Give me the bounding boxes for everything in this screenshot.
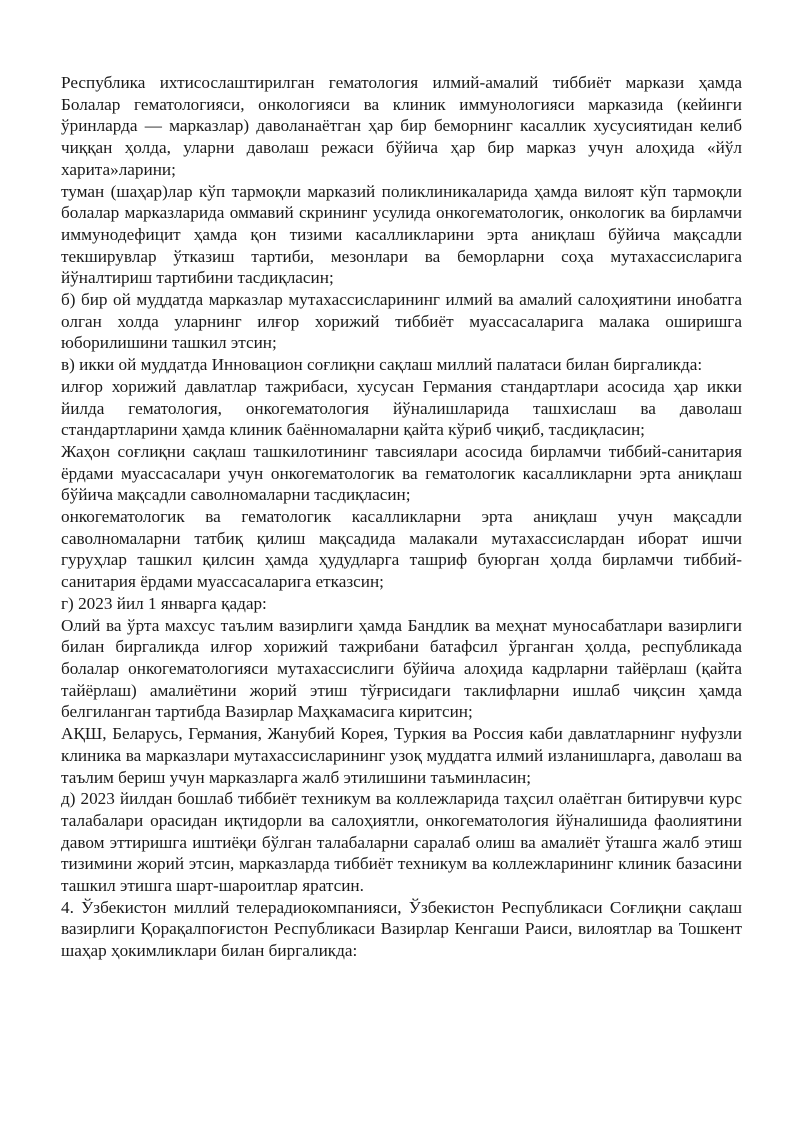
paragraph-standards: илғор хорижий давлатлар тажрибаси, хусусан Германия стандартлари асосида ҳар икки йилда гематология, онкогематология йўналишларида ташхислаш ва даволаш стандартларини ҳамда клиник баённомаларни қайта кўриб чиқиб, тасдиқласин; [61, 376, 742, 440]
document-page [61, 72, 742, 962]
paragraph-working-groups: онкогематологик ва гематологик касалликларни эрта аниқлаш учун мақсадли саволномаларни татбиқ қилиш мақсадида малакали мутахассислардан иборат ишчи гуруҳлар ташкил қилсин ҳамда ҳудудларга ташриф буюрган ҳолда бирламчи тиббий-санитария ёрдами муассасаларига етказсин; [61, 507, 742, 592]
paragraph-item-4: 4. Ўзбекистон миллий телерадиокомпанияси, Ўзбекистон Республикаси Соғлиқни сақлаш вазирлиги Қорақалпоғистон Республикаси Вазирлар Кенгаши Раиси, вилоятлар ва Тошкент шаҳар ҳокимликлари билан биргаликда: [61, 897, 742, 961]
paragraph-item-d: д) 2023 йилдан бошлаб тиббиёт техникум ва коллежларида таҳсил олаётган битирувчи курс талабалари орасидан иқтидорли ва салоҳиятли, онкогематология йўналишида фаолиятини давом эттиришга иштиёқи бўлган талабаларни саралаб олиш ва амалиёт ўташга жалб этиш тизимини жорий этсин, марказларда тиббиёт техникум ва коллежларининг клиник базасини ташкил этишга шарт-шароитлар яратсин. [61, 789, 742, 896]
paragraph-hayl-kharita: Республика ихтисослаштирилган гематология илмий-амалий тиббиёт маркази ҳамда Болалар гематологияси, онкологияси ва клиник иммунологияси марказида (кейинги ўринларда — марказлар) даволанаётган ҳар бир беморнинг касаллик хусусиятидан келиб чиққан ҳолда, уларни даволаш режаси бўйича ҳар бир марказ учун алоҳида «йўл харита»ларини; [61, 73, 742, 179]
paragraph-higher-education: Олий ва ўрта махсус таълим вазирлиги ҳамда Бандлик ва меҳнат муносабатлари вазирлиги билан биргаликда илғор хорижий тажрибани батафсил ўрганган ҳолда, республикада болалар онкогематологияси мутахассислиги бўйича алоҳида кадрларни тайёрлаш (қайта тайёрлаш) амалиётини жорий этиш тўғрисидаги таклифларни ишлаб чиқсин ҳамда белгиланган тартибда Вазирлар Маҳкамасига киритсин; [61, 615, 742, 722]
paragraph-item-g: г) 2023 йил 1 январга қадар: [61, 593, 267, 613]
paragraph-screening-order: туман (шаҳар)лар кўп тармоқли марказий поликлиникаларида ҳамда вилоят кўп тармоқли болалар марказларида оммавий скрининг усулида онкогематологик, онкологик ва бирламчи иммунодефицит ҳамда қон тизими касалликларини эрта аниқлаш бўйича мақсадли текширувлар ўтказиш тартиби, мезонлари ва беморларни соҳа мутахассисларига йўналтириш тартибини тасдиқласин; [61, 181, 742, 288]
paragraph-who-recommendations: Жаҳон соғлиқни сақлаш ташкилотининг тавсиялари асосида бирламчи тиббий-санитария ёрдами муассасалари учун онкогематологик ва гематологик касалликларни эрта аниқлаш бўйича мақсадли саволномаларни тасдиқласин; [61, 441, 742, 505]
paragraph-item-v: в) икки ой муддатда Инновацион соғлиқни сақлаш миллий палатаси билан биргаликда: [61, 355, 703, 375]
paragraph-item-b: б) бир ой муддатда марказлар мутахассисларининг илмий ва амалий салоҳиятини инобатга олган холда уларнинг илғор хорижий тиббиёт муассасаларига малака оширишга юборилишини ташкил этсин; [61, 290, 742, 353]
paragraph-foreign-specialists: АҚШ, Беларусь, Германия, Жанубий Корея, Туркия ва Россия каби давлатларнинг нуфузли клиника ва марказлари мутахассисларининг узоқ муддатга илмий изланишларга, даволаш ва таълим бериш учун марказларга жалб этилишини таъминласин; [61, 724, 742, 787]
